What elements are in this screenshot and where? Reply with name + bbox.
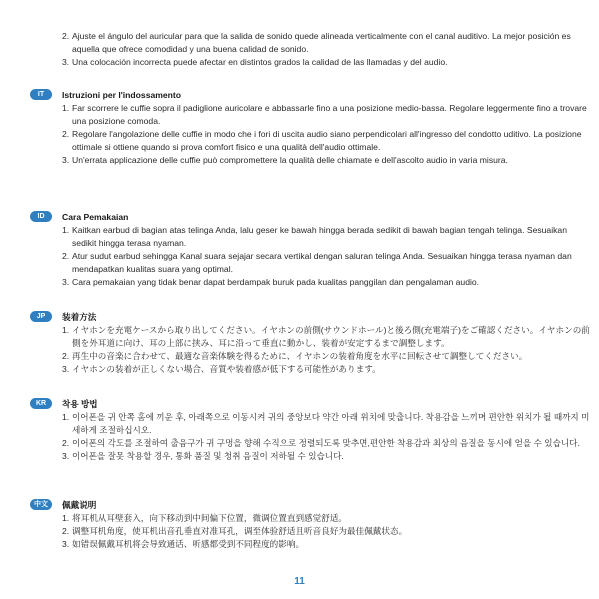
list-item	[62, 437, 590, 450]
step-text: Ajuste el ángulo del auricular para que la salida de sonido quede alineada verticalmente con el canal auditivo. La mejor posición es aquella que ofrece comodidad y una buena calidad de sonido.	[72, 31, 571, 54]
language-badge-kr: KR	[30, 398, 52, 409]
list-item	[62, 512, 590, 525]
section-kr-content	[62, 398, 590, 463]
step-number: 3.	[62, 155, 70, 165]
list-item	[62, 324, 590, 350]
section-zh-content	[62, 499, 590, 551]
step-number: 1.	[62, 513, 70, 523]
step-number: 3.	[62, 277, 70, 287]
list-item	[62, 154, 590, 167]
step-text: 이어폰의 각도를 조절하여 출음구가 귀 구멍을 향해 수직으로 정렬되도록 맞추면,편안한 착용감과 최상의 음질을 동시에 얻을 수 있습니다.	[72, 438, 580, 448]
step-number: 3.	[62, 57, 70, 67]
step-number: 2.	[62, 129, 70, 139]
step-number: 2.	[62, 31, 70, 41]
list-item	[62, 411, 590, 437]
language-badge-it: IT	[30, 89, 52, 100]
list-item	[62, 525, 590, 538]
steps-it	[62, 102, 590, 167]
list-item	[62, 128, 590, 154]
step-number: 1.	[62, 103, 70, 113]
list-item	[62, 450, 590, 463]
step-text: 将耳机从耳壁套入，向下移动到中间偏下位置，微调位置直到感觉舒适。	[72, 513, 348, 523]
step-text: Una colocación incorrecta puede afectar en distintos grados la calidad de las llamadas y del audio.	[72, 57, 448, 67]
step-number: 3.	[62, 451, 70, 461]
step-text: Cara pemakaian yang tidak benar dapat berdampak buruk pada kualitas panggilan dan pengalaman audio.	[72, 277, 480, 287]
list-item	[62, 102, 590, 128]
step-text: 再生中の音楽に合わせて、最適な音楽体験を得るために、イヤホンの装着角度を水平に回転させて調整してください。	[72, 351, 528, 361]
section-heading: 装着方法	[62, 312, 97, 322]
step-text: イヤホンを充電ケースから取り出してください。イヤホンの前側(サウンドホール)と後ろ側(充電端子)をご確認ください。イヤホンの前側を外耳道に向け、耳の上部に挟み、耳に沿って垂直に動かし、装着が安定するまで調整します。	[72, 325, 590, 348]
step-text: 이어폰을 귀 안쪽 홈에 끼운 후, 아래쪽으로 이동시켜 귀의 중앙보다 약간 아래 위치에 맞춥니다. 착용감을 느끼며 편안한 위치가 될 때까지 미세하게 조절하십시오.	[72, 412, 590, 435]
section-heading: 佩戴说明	[62, 500, 97, 510]
step-text: Regolare l'angolazione delle cuffie in modo che i fori di uscita audio siano perpendicolari all'ingresso del condotto uditivo. La posizione ottimale si ottiene quando si prova comfort fisico e una qualità dell'audio ottimale.	[72, 129, 582, 152]
section-jp-content	[62, 311, 590, 376]
steps-id	[62, 224, 590, 289]
language-badge-id: ID	[30, 211, 52, 222]
list-item	[62, 30, 590, 56]
steps-jp	[62, 324, 590, 376]
step-number: 1.	[62, 412, 70, 422]
list-item	[62, 350, 590, 363]
step-number: 2.	[62, 438, 70, 448]
list-item	[62, 56, 590, 69]
steps-kr	[62, 411, 590, 463]
step-text: 이어폰을 잘못 착용할 경우, 통화 품질 및 청취 음질이 저하될 수 있습니다.	[72, 451, 344, 461]
step-text: Kaitkan earbud di bagian atas telinga Anda, lalu geser ke bawah hingga berada sedikit di bawah bagian tengah telinga. Sesuaikan sedikit hingga terasa nyaman.	[72, 225, 567, 248]
list-item	[62, 363, 590, 376]
section-it-content	[62, 89, 590, 167]
step-text: 如错误佩戴耳机将会导致通话、听感都受到不同程度的影响。	[72, 539, 305, 549]
section-heading: Istruzioni per l'indossamento	[62, 90, 182, 100]
step-text: 调整耳机角度，使耳机出音孔垂直对准耳孔，调至体验舒适且听音良好为最佳佩戴状态。	[72, 526, 408, 536]
steps-es	[62, 30, 590, 69]
list-item	[62, 250, 590, 276]
step-text: イヤホンの装着が正しくない場合、音質や装着感が低下する可能性があります。	[72, 364, 381, 374]
step-text: Far scorrere le cuffie sopra il padiglione auricolare e abbassarle fino a una posizione medio-bassa. Regolare leggermente fino a trovare una posizione comoda.	[72, 103, 587, 126]
step-number: 2.	[62, 526, 70, 536]
page-number: 11	[294, 576, 305, 587]
language-badge-jp: JP	[30, 311, 52, 322]
language-badge-zh: 中文	[30, 499, 52, 510]
step-text: Un'errata applicazione delle cuffie può compromettere la qualità delle chiamate e dell'ascolto audio in varia misura.	[72, 155, 508, 165]
list-item	[62, 276, 590, 289]
step-number: 1.	[62, 325, 70, 335]
step-number: 3.	[62, 364, 70, 374]
section-heading: Cara Pemakaian	[62, 212, 129, 222]
section-id-content	[62, 211, 590, 289]
step-number: 2.	[62, 351, 70, 361]
steps-zh	[62, 512, 590, 551]
list-item	[62, 224, 590, 250]
section-es-content	[62, 30, 590, 69]
step-text: Atur sudut earbud sehingga Kanal suara sejajar secara vertikal dengan saluran telinga Anda. Sesuaikan hingga terasa nyaman dan mendapatkan kualitas suara yang optimal.	[72, 251, 572, 274]
list-item	[62, 538, 590, 551]
step-number: 1.	[62, 225, 70, 235]
step-number: 3.	[62, 539, 70, 549]
section-heading: 착용 방법	[62, 399, 98, 409]
step-number: 2.	[62, 251, 70, 261]
